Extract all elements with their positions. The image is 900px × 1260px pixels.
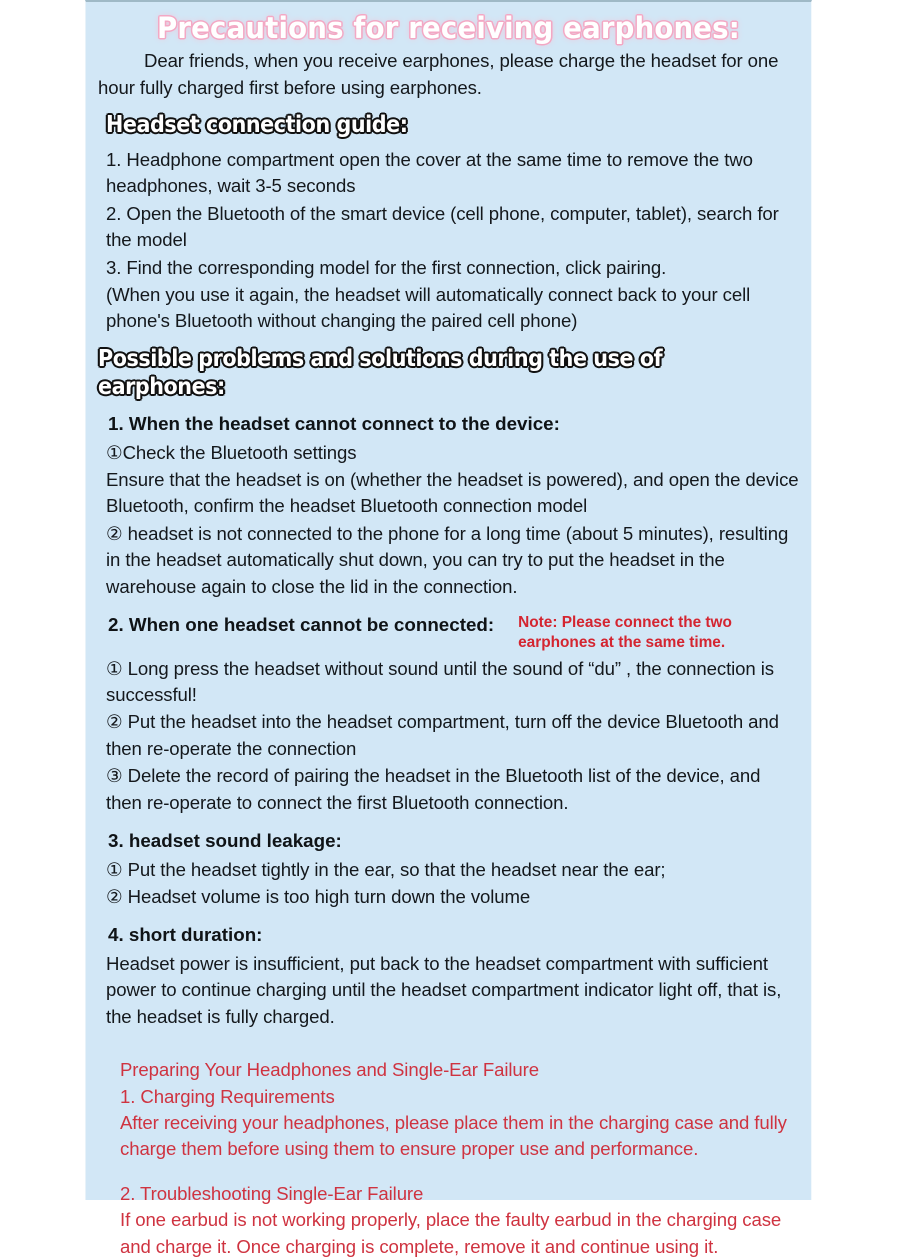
problem-1-line-2: Ensure that the headset is on (whether the headset is powered), and open the device Bluetooth, confirm the headset Bluetooth connection model [106,468,799,517]
red-section-item-2-body: If one earbud is not working properly, place the faulty earbud in the charging case and charge it. Once charging is complete, remove it and continue using it. [120,1209,782,1257]
page-title: Precautions for receiving earphones: [157,11,740,45]
connection-step-1: 1. Headphone compartment open the cover at the same time to remove the two headphones, wait 3-5 seconds [106,149,753,197]
intro-paragraph: Dear friends, when you receive earphones, please charge the headset for one hour fully charged first before using earphones. [98,50,779,98]
red-section-item-2-title: 2. Troubleshooting Single-Ear Failure [120,1182,424,1204]
section-spacer [98,1031,799,1057]
problem-4-line-1: Headset power is insufficient, put back to the headset compartment with sufficient power to continue charging until the headset compartment indicator light off, that is, the headset is fully charged. [106,953,782,1027]
instruction-panel [85,0,812,1257]
problem-2-heading-row [98,612,799,654]
red-section-item-1-title: 1. Charging Requirements [120,1085,335,1107]
connection-step-2: 2. Open the Bluetooth of the smart device (cell phone, computer, tablet), search for the model [106,202,779,251]
problem-1-line-3: ② headset is not connected to the phone for a long time (about 5 minutes), resulting in the headset automatically shut down, you can try to put the headset in the warehouse again to close the lid in the connection. [106,522,789,597]
problem-2-heading: 2. When one headset cannot be connected: [108,613,495,635]
problem-4-heading: 4. short duration: [108,924,263,946]
red-section-item-1-body: After receiving your headphones, please place them in the charging case and fully charge them before using them to ensure proper use and performance. [120,1112,787,1160]
problem-1-line-1: ①Check the Bluetooth settings [106,441,357,463]
connect-both-earphones-note: Note: Please connect the two earphones at the same time. [518,613,732,652]
red-section-spacer [98,1163,799,1181]
problem-3-line-1: ① Put the headset tightly in the ear, so that the headset near the ear; [106,858,666,880]
section-heading-connection-guide: Headset connection guide: [106,112,408,139]
problem-2-line-1: ① Long press the headset without sound until the sound of “du” , the connection is successful! [106,657,774,705]
problem-3-heading: 3. headset sound leakage: [108,829,342,851]
problem-1-heading: 1. When the headset cannot connect to the device: [108,412,560,434]
connection-step-3-note: (When you use it again, the headset will automatically connect back to your cell phone's Bluetooth without changing the paired cell phone) [106,284,751,332]
problem-3-line-2: ② Headset volume is too high turn down the volume [106,886,531,908]
problem-2-line-3: ③ Delete the record of pairing the headset in the Bluetooth list of the device, and then re-operate to connect the first Bluetooth connection. [106,765,761,813]
red-section-heading: Preparing Your Headphones and Single-Ear Failure [120,1059,540,1081]
section-heading-possible-problems: Possible problems and solutions during the use of earphones: [98,345,663,400]
problem-2-line-2: ② Put the headset into the headset compartment, turn off the device Bluetooth and then re-operate the connection [106,711,779,759]
connection-step-3: 3. Find the corresponding model for the first connection, click pairing. [106,256,667,278]
